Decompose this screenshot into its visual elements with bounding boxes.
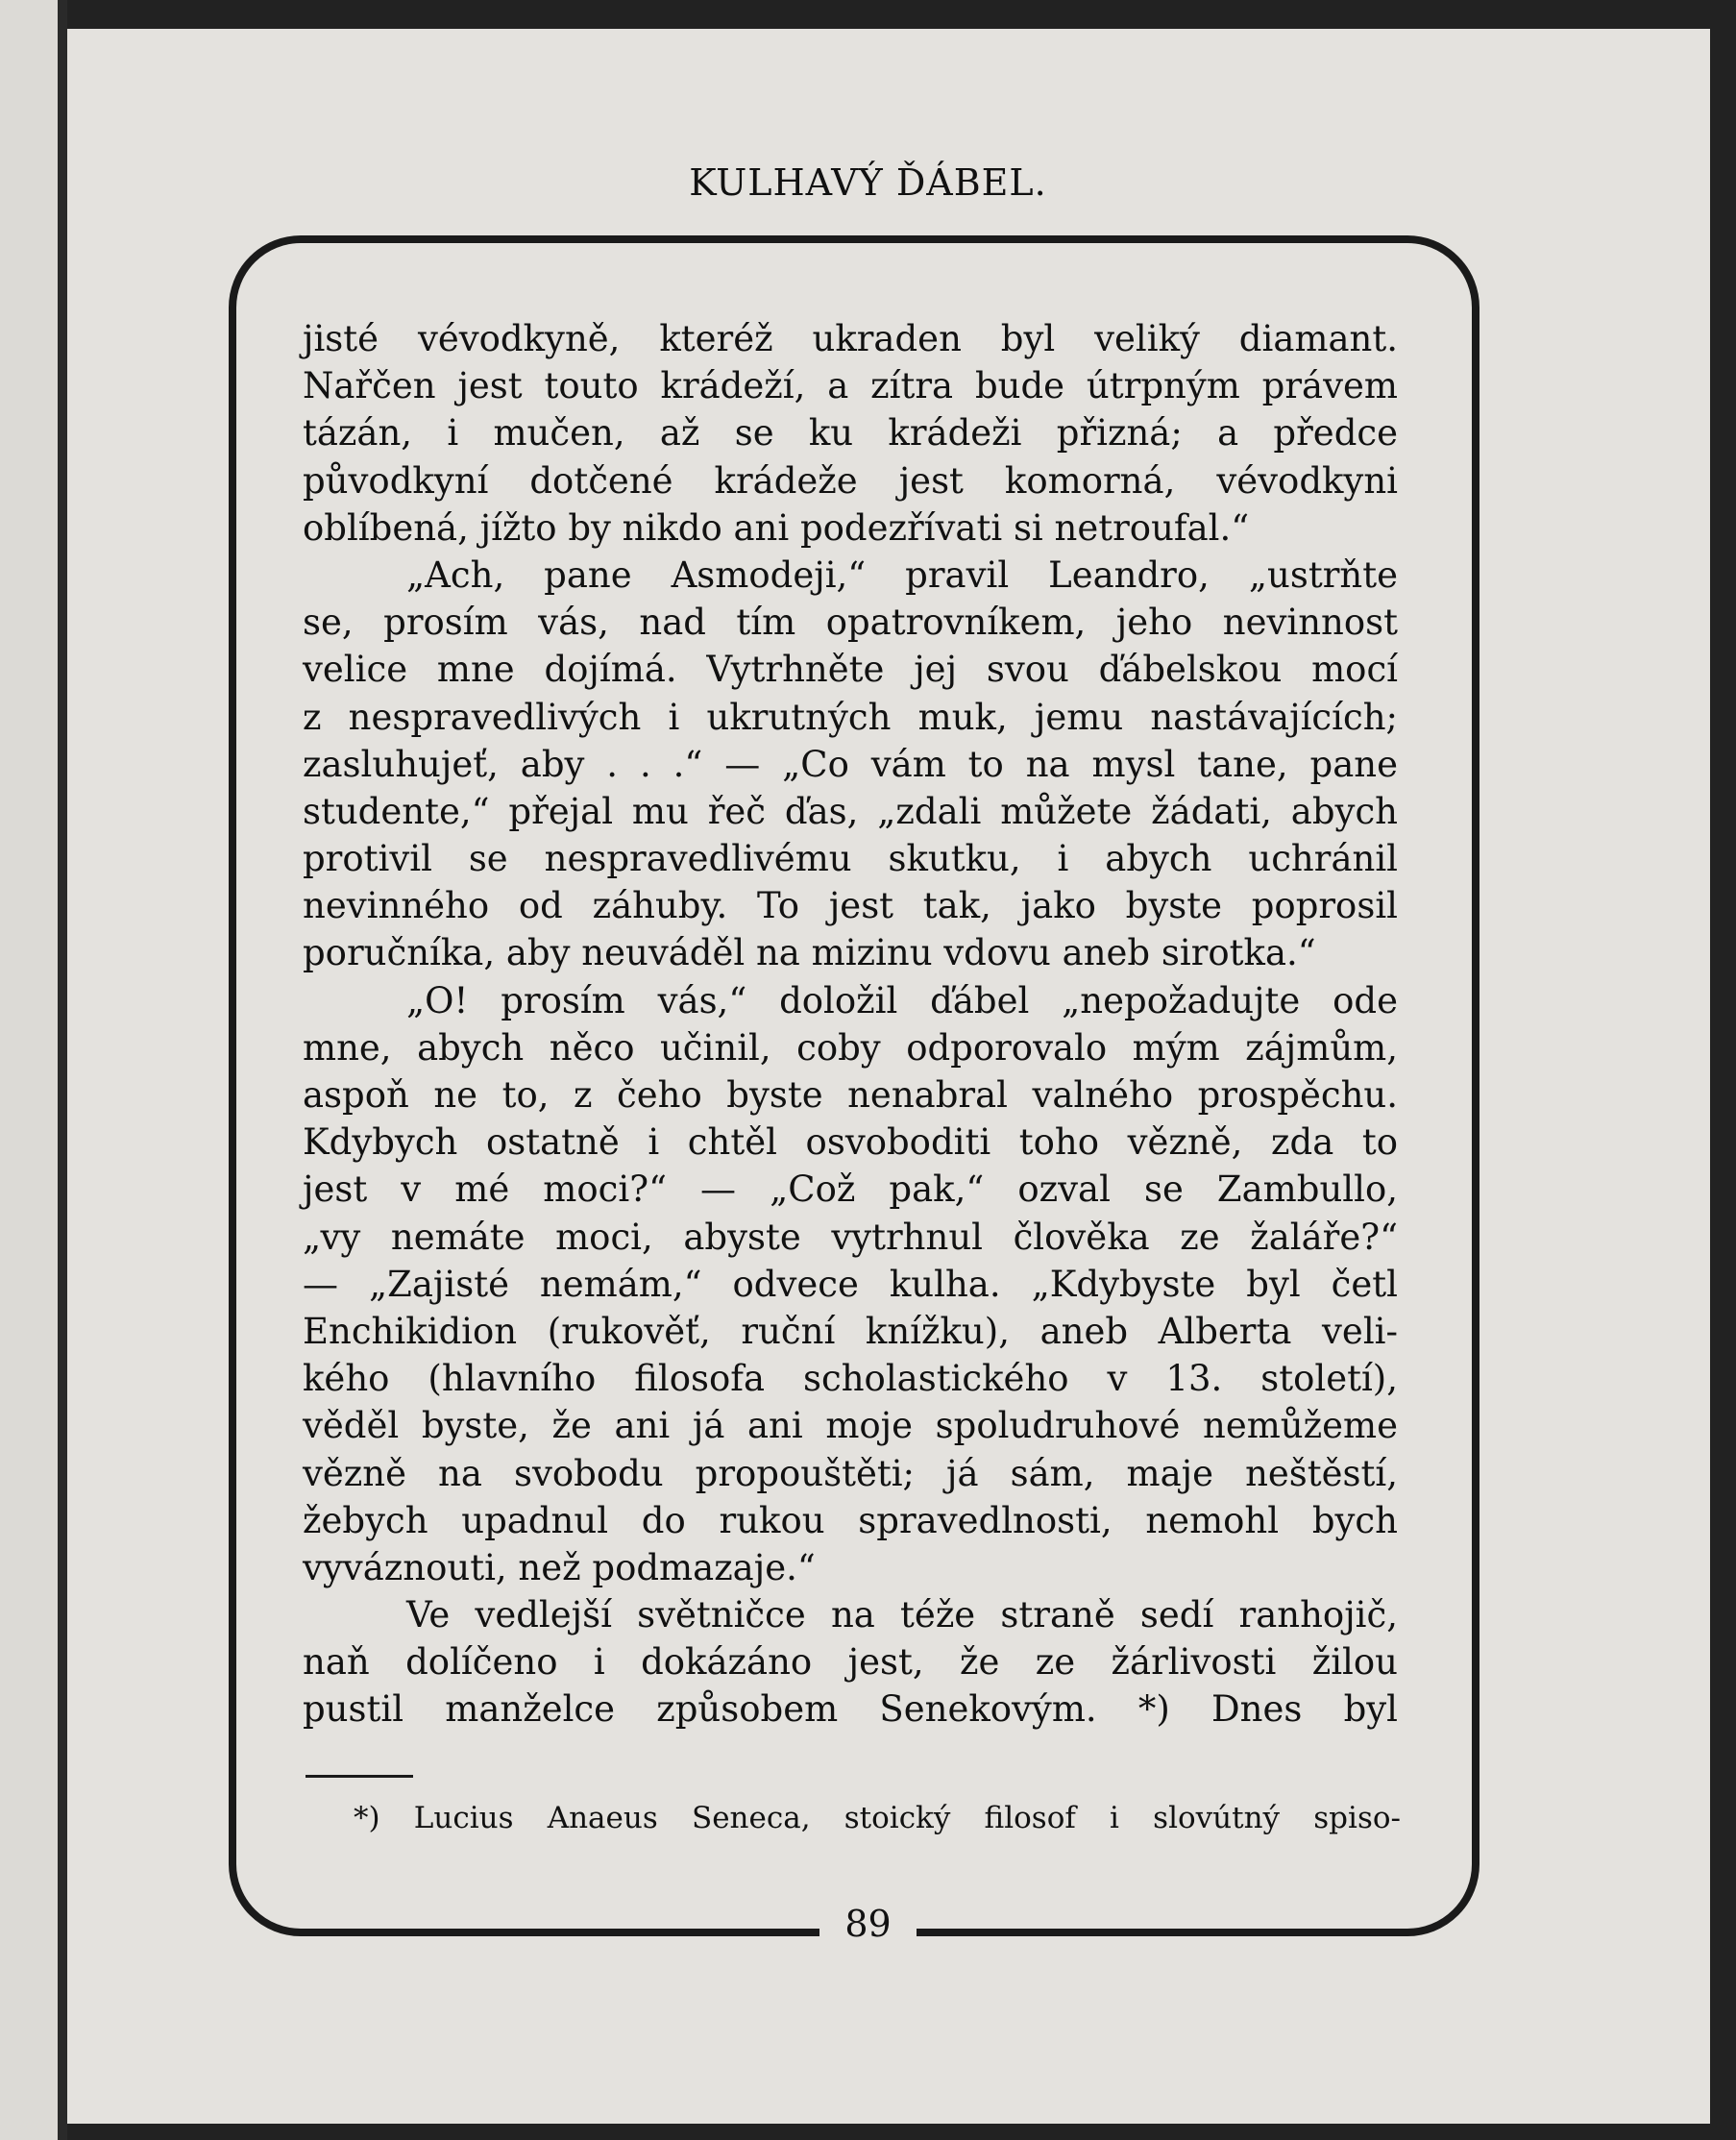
text-line: kého (hlavního filosofa scholastického v 13. století), xyxy=(303,1358,1398,1400)
text-line: se, prosím vás, nad tím opatrovníkem, jeho nevinnost xyxy=(303,602,1398,644)
text-line: z nespravedlivých i ukrutných muk, jemu nastávajících; xyxy=(303,696,1398,738)
text-line: protivil se nespravedlivému skutku, i abych uchránil xyxy=(303,838,1398,880)
text-line: nevinného od záhuby. To jest tak, jako byste poprosil xyxy=(303,885,1398,927)
text-line: vězně na svobodu propouštěti; já sám, maje neštěstí, xyxy=(303,1452,1398,1494)
text-line: jisté vévodkyně, kteréž ukraden byl veliký diamant. xyxy=(303,318,1398,359)
text-line: Nařčen jest touto krádeží, a zítra bude útrpným právem xyxy=(303,365,1398,407)
text-line: Kdybych ostatně i chtěl osvoboditi toho vězně, zda to xyxy=(303,1121,1398,1164)
text-line: velice mne dojímá. Vytrhněte jej svou ďábelskou mocí xyxy=(303,649,1398,691)
text-line: — „Zajisté nemám,“ odvece kulha. „Kdybyste byl četl xyxy=(303,1263,1398,1305)
facing-page-edge xyxy=(0,0,67,2140)
text-line: naň dolíčeno i dokázáno jest, že ze žárlivosti žilou xyxy=(303,1641,1398,1684)
text-line: mne, abych něco učinil, coby odporovalo mým zájmům, xyxy=(303,1026,1398,1069)
text-line: tázán, i mučen, až se ku krádeži přizná; a předce xyxy=(303,412,1398,455)
text-line: aspoň ne to, z čeho byste nenabral valného prospěchu. xyxy=(303,1074,1398,1116)
text-line: poručníka, aby neuváděl na mizinu vdovu aneb sirotka.“ xyxy=(303,932,1316,974)
page-number: 89 xyxy=(819,1901,916,1947)
text-line: vyváznouti, než podmazaje.“ xyxy=(303,1546,816,1588)
text-line: jest v mé moci?“ — „Což pak,“ ozval se Zambullo, xyxy=(303,1168,1398,1211)
text-line: „vy nemáte moci, abyste vytrhnul člověka ze žaláře?“ xyxy=(303,1216,1398,1258)
footnote: *) Lucius Anaeus Seneca, stoický filosof i slovútný spiso- xyxy=(354,1801,1401,1835)
text-line: zasluhujeť, aby . . .“ — „Co vám to na mysl tane, pane xyxy=(303,743,1398,785)
text-line: Enchikidion (rukověť, ruční knížku), aneb Alberta veli- xyxy=(303,1310,1398,1352)
text-line: věděl byste, že ani já ani moje spoludruhové nemůžeme xyxy=(303,1405,1398,1447)
text-line: studente,“ přejal mu řeč ďas, „zdali můžete žádati, abych xyxy=(303,790,1398,832)
body-text xyxy=(303,315,1398,1734)
text-line: původkyní dotčené krádeže jest komorná, vévodkyni xyxy=(303,459,1398,502)
page-number-row xyxy=(0,1901,1736,1947)
text-line: „Ach, pane Asmodeji,“ pravil Leandro, „ustrňte xyxy=(406,553,1398,596)
text-line: „O! prosím vás,“ doložil ďábel „nepožadujte ode xyxy=(406,979,1398,1021)
footnote-rule xyxy=(306,1775,413,1778)
text-line: Ve vedlejší světničce na téže straně sedí ranhojič, xyxy=(406,1594,1398,1636)
text-line: pustil manželce způsobem Senekovým. *) Dnes byl xyxy=(303,1688,1398,1731)
text-line: žebych upadnul do rukou spravedlnosti, nemohl bych xyxy=(303,1499,1398,1541)
running-header: KULHAVÝ ĎÁBEL. xyxy=(689,161,1047,204)
text-line: oblíbená, jížto by nikdo ani podezřívati si netroufal.“ xyxy=(303,506,1250,549)
